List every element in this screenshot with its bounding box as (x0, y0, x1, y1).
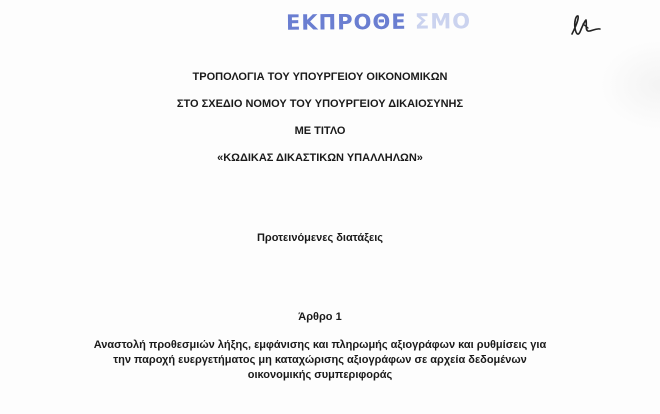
article-title-line-1: Αναστολή προθεσμιών λήξης, εμφάνισης και πληρωμής αξιογράφων και ρυθμίσεις για (93, 339, 547, 351)
amendment-title-line-4: «ΚΩΔΙΚΑΣ ΔΙΚΑΣΤΙΚΩΝ ΥΠΑΛΛΗΛΩΝ» (217, 152, 423, 164)
article-title-line-3: οικονομικής συμπεριφοράς (247, 369, 393, 381)
article-title-line-2: την παροχή ευεργετήματος μη καταχώρισης αξιογράφων σε αρχεία δεδομένων (113, 354, 527, 366)
article-number: Άρθρο 1 (298, 311, 342, 323)
stamp-text: ΕΚΠΡΟΘΕ (285, 9, 407, 35)
amendment-title-line-1: ΤΡΟΠΟΛΟΓΙΑ ΤΟΥ ΥΠΟΥΡΓΕΙΟΥ ΟΙΚΟΝΟΜΙΚΩΝ (192, 71, 448, 83)
scan-shadow (600, 40, 660, 130)
stamp-text-faded: ΣΜΟ (414, 9, 472, 34)
amendment-title-line-3: ΜΕ ΤΙΤΛΟ (294, 125, 346, 137)
article-title (60, 338, 580, 383)
amendment-title-line-2: ΣΤΟ ΣΧΕΔΙΟ ΝΟΜΟΥ ΤΟΥ ΥΠΟΥΡΓΕΙΟΥ ΔΙΚΑΙΟΣΥΝΗΣ (176, 98, 464, 110)
handwritten-signature-icon (566, 12, 606, 40)
protocol-stamp (286, 9, 471, 35)
proposed-provisions-heading: Προτεινόμενες διατάξεις (256, 232, 383, 244)
